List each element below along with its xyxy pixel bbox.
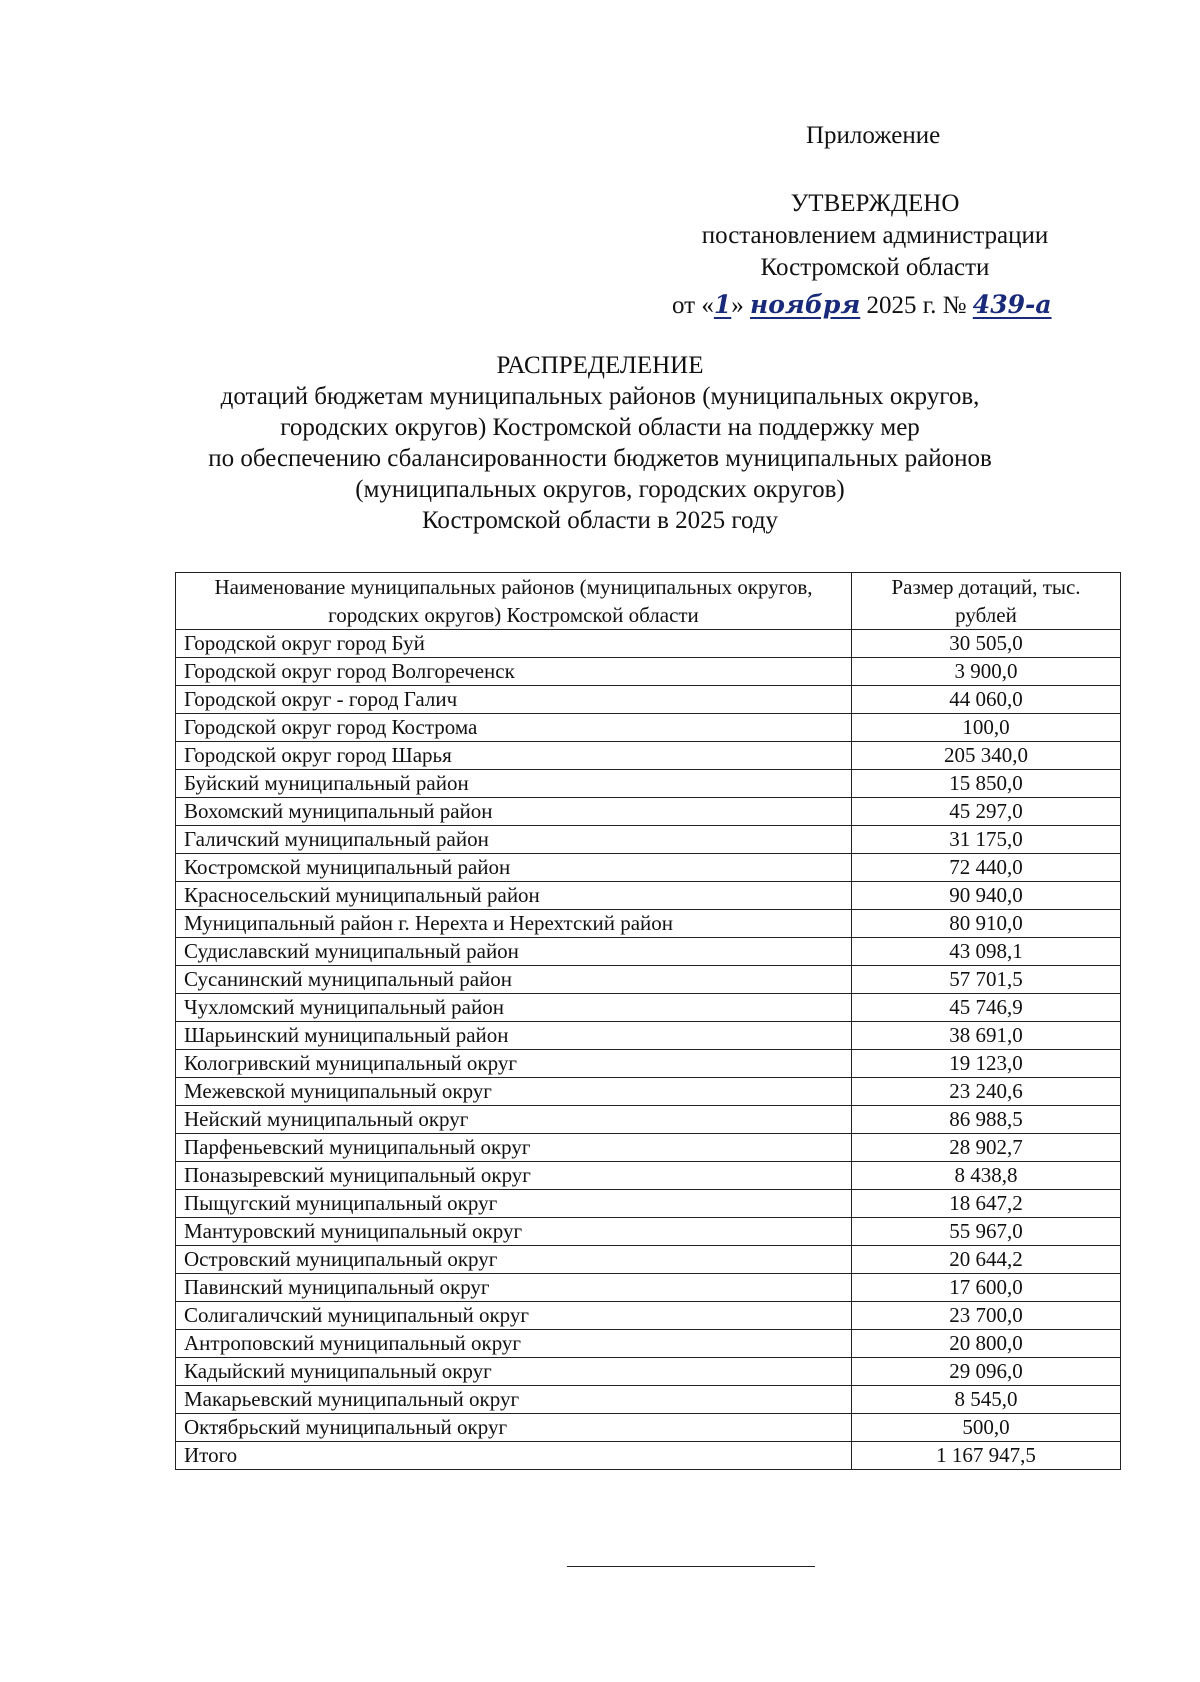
handwritten-day: 1: [713, 290, 732, 319]
table-row: [176, 1274, 1121, 1302]
subsidy-amount: 20 800,0: [852, 1330, 1121, 1358]
title-line: городских округов) Костромской области на поддержку мер: [280, 414, 920, 441]
subsidy-amount: 19 123,0: [852, 1050, 1121, 1078]
subsidy-amount: 30 505,0: [852, 630, 1121, 658]
table-row: [176, 1050, 1121, 1078]
table-row: [176, 630, 1121, 658]
subsidy-amount: 31 175,0: [852, 826, 1121, 854]
subsidy-amount: 23 700,0: [852, 1302, 1121, 1330]
table-row: [176, 826, 1121, 854]
title-line: по обеспечению сбалансированности бюджетов муниципальных районов: [208, 445, 992, 472]
municipality-name: Шарьинский муниципальный район: [176, 1022, 852, 1050]
municipality-name: Судиславский муниципальный район: [176, 938, 852, 966]
table-row: [176, 1330, 1121, 1358]
municipality-name: Чухломский муниципальный район: [176, 994, 852, 1022]
table-row: [176, 714, 1121, 742]
closing-rule: [567, 1566, 815, 1567]
total-row: [176, 1442, 1121, 1470]
subsidy-amount: 90 940,0: [852, 882, 1121, 910]
header-municipality: Наименование муниципальных районов (муниципальных округов, городских округов) Костромской области: [176, 573, 852, 630]
approved-line: постановлением администрации: [701, 222, 1049, 249]
table-row: [176, 966, 1121, 994]
municipality-name: Межевской муниципальный округ: [176, 1078, 852, 1106]
date-prefix: от «: [672, 292, 714, 319]
municipality-name: Кологривский муниципальный округ: [176, 1050, 852, 1078]
subsidy-amount: 3 900,0: [852, 658, 1121, 686]
municipality-name: Павинский муниципальный округ: [176, 1274, 852, 1302]
subsidy-amount: 72 440,0: [852, 854, 1121, 882]
table-row: [176, 1106, 1121, 1134]
municipality-name: Кадыйский муниципальный округ: [176, 1358, 852, 1386]
municipality-name: Солигаличский муниципальный округ: [176, 1302, 852, 1330]
subsidy-amount: 44 060,0: [852, 686, 1121, 714]
subsidy-amount: 43 098,1: [852, 938, 1121, 966]
subsidy-amount: 18 647,2: [852, 1190, 1121, 1218]
municipality-name: Островский муниципальный округ: [176, 1246, 852, 1274]
municipality-name: Пыщугский муниципальный округ: [176, 1190, 852, 1218]
title-heading: РАСПРЕДЕЛЕНИЕ: [496, 352, 704, 379]
subsidy-amount: 17 600,0: [852, 1274, 1121, 1302]
subsidy-amount: 205 340,0: [852, 742, 1121, 770]
subsidy-amount: 45 746,9: [852, 994, 1121, 1022]
subsidy-amount: 100,0: [852, 714, 1121, 742]
table-row: [176, 770, 1121, 798]
subsidy-amount: 38 691,0: [852, 1022, 1121, 1050]
table-row: [176, 1190, 1121, 1218]
title-line: дотаций бюджетам муниципальных районов (муниципальных округов,: [220, 383, 980, 410]
municipality-name: Макарьевский муниципальный округ: [176, 1386, 852, 1414]
table-row: [176, 994, 1121, 1022]
table-row: [176, 1022, 1121, 1050]
table-body: [176, 630, 1121, 1470]
municipality-name: Парфеньевский муниципальный округ: [176, 1134, 852, 1162]
table-row: [176, 1302, 1121, 1330]
table-row: [176, 1246, 1121, 1274]
municipality-name: Буйский муниципальный район: [176, 770, 852, 798]
table-row: [176, 1414, 1121, 1442]
subsidy-amount: 20 644,2: [852, 1246, 1121, 1274]
approval-block: [655, 188, 1095, 284]
subsidy-amount: 80 910,0: [852, 910, 1121, 938]
subsidy-table: [175, 572, 1121, 1470]
municipality-name: Поназыревский муниципальный округ: [176, 1162, 852, 1190]
subsidy-amount: 23 240,6: [852, 1078, 1121, 1106]
subsidy-amount: 29 096,0: [852, 1358, 1121, 1386]
total-label: Итого: [176, 1442, 852, 1470]
subsidy-amount: 45 297,0: [852, 798, 1121, 826]
table-row: [176, 854, 1121, 882]
municipality-name: Антроповский муниципальный округ: [176, 1330, 852, 1358]
table-row: [176, 910, 1121, 938]
table-row: [176, 938, 1121, 966]
subsidy-amount: 57 701,5: [852, 966, 1121, 994]
document-title: [160, 350, 1040, 536]
municipality-name: Городской округ город Волгореченск: [176, 658, 852, 686]
title-line: Костромской области в 2025 году: [421, 507, 779, 534]
appendix-label: Приложение: [806, 122, 941, 149]
municipality-name: Галичский муниципальный район: [176, 826, 852, 854]
date-mid: »: [731, 292, 744, 319]
table-row: [176, 1078, 1121, 1106]
municipality-name: Городской округ город Шарья: [176, 742, 852, 770]
table-row: [176, 1386, 1121, 1414]
handwritten-month: ноября: [750, 290, 861, 319]
municipality-name: Октябрьский муниципальный округ: [176, 1414, 852, 1442]
municipality-name: Сусанинский муниципальный район: [176, 966, 852, 994]
table-header-row: [176, 573, 1121, 630]
decree-date-line: [672, 290, 1052, 320]
table-row: [176, 1218, 1121, 1246]
municipality-name: Костромской муниципальный район: [176, 854, 852, 882]
subsidy-amount: 55 967,0: [852, 1218, 1121, 1246]
approved-line: Костромской области: [760, 254, 990, 281]
date-year: 2025 г. №: [866, 292, 967, 319]
table-row: [176, 882, 1121, 910]
subsidy-amount: 15 850,0: [852, 770, 1121, 798]
approved-heading: УТВЕРЖДЕНО: [790, 190, 960, 217]
title-line: (муниципальных округов, городских округов): [355, 476, 845, 503]
subsidy-amount: 500,0: [852, 1414, 1121, 1442]
table-row: [176, 1134, 1121, 1162]
header-amount: Размер дотаций, тыс. рублей: [852, 573, 1121, 630]
municipality-name: Мантуровский муниципальный округ: [176, 1218, 852, 1246]
municipality-name: Вохомский муниципальный район: [176, 798, 852, 826]
table-row: [176, 798, 1121, 826]
table-row: [176, 686, 1121, 714]
total-amount: 1 167 947,5: [852, 1442, 1121, 1470]
municipality-name: Городской округ - город Галич: [176, 686, 852, 714]
subsidy-amount: 8 438,8: [852, 1162, 1121, 1190]
subsidy-amount: 86 988,5: [852, 1106, 1121, 1134]
municipality-name: Муниципальный район г. Нерехта и Нерехтский район: [176, 910, 852, 938]
handwritten-number: 439-а: [972, 290, 1052, 319]
municipality-name: Красносельский муниципальный район: [176, 882, 852, 910]
subsidy-amount: 28 902,7: [852, 1134, 1121, 1162]
subsidy-amount: 8 545,0: [852, 1386, 1121, 1414]
municipality-name: Городской округ город Кострома: [176, 714, 852, 742]
table-row: [176, 1162, 1121, 1190]
table-row: [176, 742, 1121, 770]
table-row: [176, 658, 1121, 686]
municipality-name: Нейский муниципальный округ: [176, 1106, 852, 1134]
table-row: [176, 1358, 1121, 1386]
municipality-name: Городской округ город Буй: [176, 630, 852, 658]
